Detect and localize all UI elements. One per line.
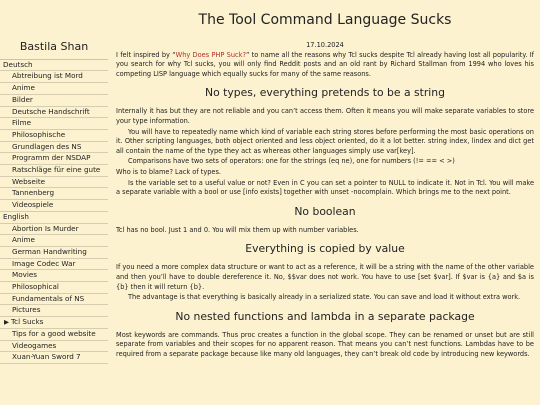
sidebar-item[interactable] xyxy=(0,294,108,306)
sidebar-item[interactable] xyxy=(0,107,108,119)
sidebar-item-label: Tips for a good website xyxy=(12,328,96,338)
sidebar-item-active[interactable] xyxy=(0,317,108,329)
sidebar-item-label: Image Codec War xyxy=(12,258,76,268)
sidebar-item-label: Programm der NSDAP xyxy=(12,153,91,163)
paragraph: You will have to repeatedly name which kind of variable each string stores before performing the most basic operations on it. Other scripting languages, both object oriented and less object oriented, do it a lot better. string index, lindex and dict get all contain the name of the type they act as whereas other languages simply use var[key]. xyxy=(116,127,534,155)
sidebar-item[interactable] xyxy=(0,282,108,294)
sidebar-item[interactable] xyxy=(0,83,108,95)
sidebar-item[interactable] xyxy=(0,118,108,130)
section-heading: Everything is copied by value xyxy=(245,242,405,256)
php-suck-link[interactable]: Why Does PHP Suck? xyxy=(175,50,246,59)
intro-paragraph xyxy=(116,51,534,80)
paragraph: Internally it has but they are not reliable and you can’t access them. Often it means you will make separate variables to store your type information. xyxy=(116,107,534,125)
paragraph: Comparisons have two sets of operators: one for the strings (eq ne), one for numbers (!= == < >) xyxy=(128,157,455,166)
paragraph: The advantage is that everything is basically already in a serialized state. You can save and load it without extra work. xyxy=(128,293,521,302)
sidebar-item-label: Abtreibung ist Mord xyxy=(12,71,83,81)
sidebar-item-label: Movies xyxy=(12,270,38,280)
sidebar-item-label: Filme xyxy=(12,118,32,128)
sidebar-item[interactable] xyxy=(0,224,108,236)
sidebar-item-label: Anime xyxy=(12,83,35,93)
sidebar-item[interactable] xyxy=(0,130,108,142)
sidebar-item-label: Philosophical xyxy=(12,282,59,292)
article xyxy=(116,0,534,360)
sidebar-item-label: German Handwriting xyxy=(12,246,87,256)
article-date: 17.10.2024 xyxy=(306,41,344,49)
sidebar-item[interactable] xyxy=(0,247,108,259)
sidebar-item[interactable] xyxy=(0,305,108,317)
sidebar-item-label: Abortion Is Murder xyxy=(12,223,79,233)
sidebar-item[interactable] xyxy=(0,270,108,282)
sidebar-item[interactable] xyxy=(0,165,108,177)
sidebar xyxy=(0,40,108,364)
paragraph: If you need a more complex data structure or want to act as a reference, it will be a string with the name of the other variable and then you’ll have to double dereference it. No, $$var does not work. You have to use [set $var]. If $var is {a} and $a is {b} then it will return {b}. xyxy=(116,263,534,291)
sidebar-item[interactable] xyxy=(0,95,108,107)
paragraph: Who is to blame? Lack of types. xyxy=(116,167,222,176)
sidebar-section-label: English xyxy=(0,212,108,224)
sidebar-item[interactable] xyxy=(0,142,108,154)
page-title: The Tool Command Language Sucks xyxy=(198,12,452,28)
sidebar-item-label: Videospiele xyxy=(12,200,54,210)
sidebar-item[interactable] xyxy=(0,177,108,189)
sidebar-item-label: Videogames xyxy=(12,340,57,350)
sidebar-item-label: Deutsche Handschrift xyxy=(12,106,90,116)
sidebar-item-label: Fundamentals of NS xyxy=(12,293,85,303)
sidebar-item-label: Tannenberg xyxy=(12,188,55,198)
section-heading: No nested functions and lambda in a separate package xyxy=(175,309,475,323)
sidebar-item[interactable] xyxy=(0,341,108,353)
sidebar-item[interactable] xyxy=(0,235,108,247)
sidebar-item-label: Philosophische xyxy=(12,129,66,139)
sidebar-item-label: Bilder xyxy=(12,94,33,104)
sidebar-item[interactable] xyxy=(0,188,108,200)
sidebar-item[interactable] xyxy=(0,329,108,341)
sidebar-item-label: Tcl Sucks xyxy=(11,317,44,327)
section-heading: No types, everything pretends to be a string xyxy=(205,86,445,100)
article-sections xyxy=(116,86,534,359)
sidebar-item[interactable] xyxy=(0,259,108,271)
sidebar-item[interactable] xyxy=(0,153,108,165)
section-heading: No boolean xyxy=(294,204,356,218)
site-title[interactable]: Bastila Shan xyxy=(0,40,108,60)
paragraph: Tcl has no bool. Just 1 and 0. You will mix them up with number variables. xyxy=(116,225,359,234)
sidebar-item-label: Pictures xyxy=(12,305,41,315)
sidebar-item-label: Anime xyxy=(12,235,35,245)
sidebar-item[interactable] xyxy=(0,200,108,212)
intro-text-before: I felt inspired by “ xyxy=(116,50,176,59)
intro-text-after: ” to name all the reasons why Tcl sucks despite Tcl already having lost all popularity. If you search for why Tcl sucks, you will only find Reddit posts and an old rant by Richard Stallman from 1994 who loves his competing LISP language which equally sucks for many of the same reasons. xyxy=(116,50,535,78)
sidebar-item[interactable] xyxy=(0,352,108,364)
paragraph: Is the variable set to a useful value or not? Even in C you can set a pointer to NULL to indicate it. Not in Tcl. You will make a separate variable with a bool or use [info exists] together with unset -nocomplain. Which brings me to the next point. xyxy=(116,178,534,197)
sidebar-item-label: Xuan-Yuan Sword 7 xyxy=(12,352,81,362)
sidebar-item[interactable] xyxy=(0,71,108,83)
nav-list xyxy=(0,60,108,364)
sidebar-item-label: Grundlagen des NS xyxy=(12,141,82,151)
sidebar-section-label: Deutsch xyxy=(0,60,108,72)
active-arrow-icon: ▶ xyxy=(4,318,9,327)
sidebar-item-label: Ratschläge für eine gute xyxy=(12,165,101,175)
sidebar-item-label: Webseite xyxy=(12,176,46,186)
paragraph: Most keywords are commands. Thus proc creates a function in the global scope. They can be renamed or unset but are still separate from variables and their scopes for no apparent reason. That means you can’t nest functions. Lambdas have to be required from a separate package because like many old languages, they can’t break old code by introducing new keywords. xyxy=(116,330,534,358)
